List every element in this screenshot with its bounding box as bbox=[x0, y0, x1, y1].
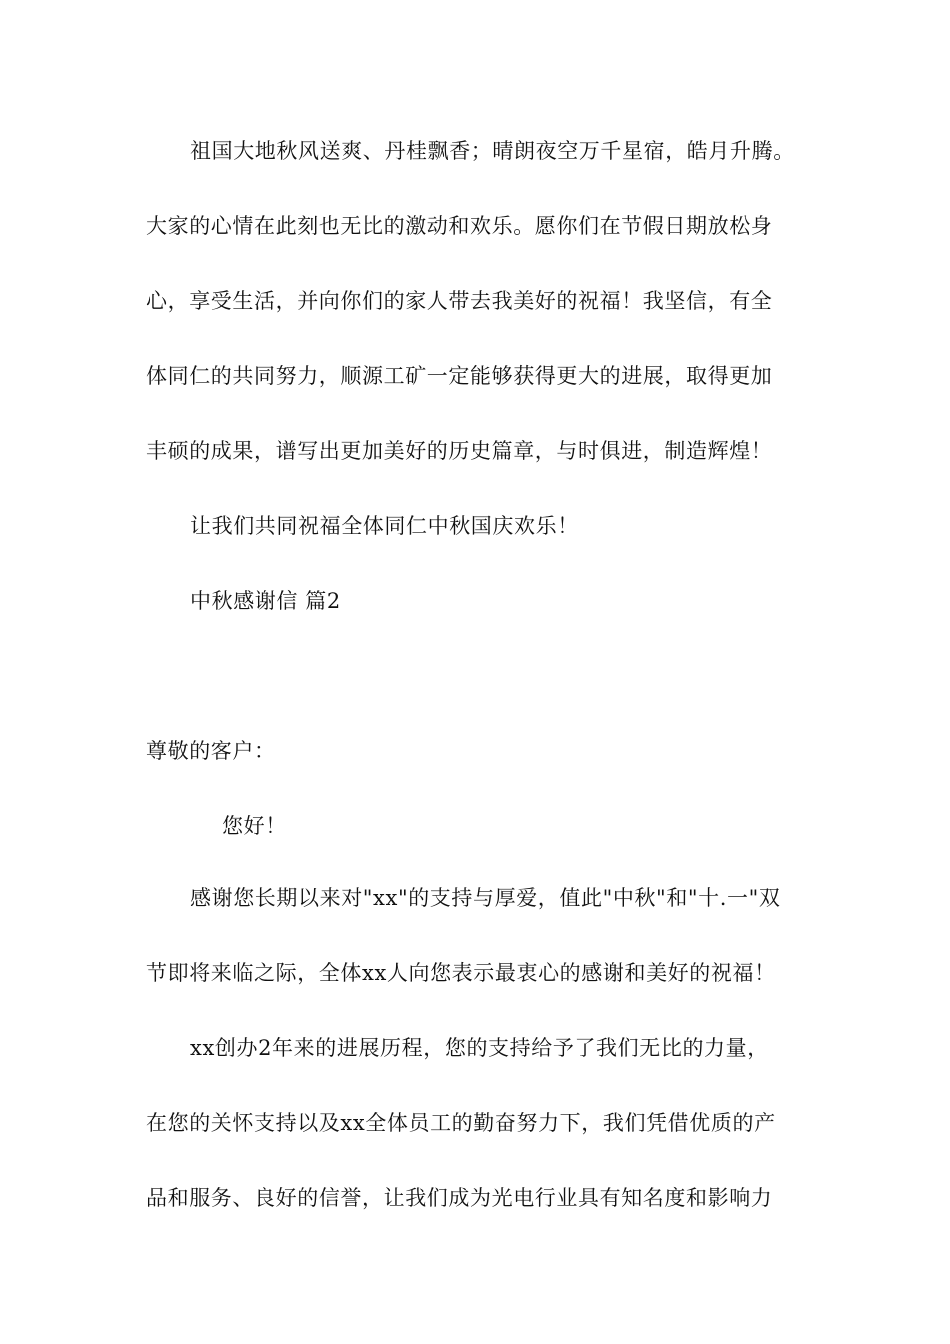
letter-salutation: 尊敬的客户： bbox=[146, 739, 276, 763]
paragraph-line: 心，享受生活，并向你们的家人带去我美好的祝福！我坚信，有全 bbox=[146, 289, 773, 313]
paragraph-line: 体同仁的共同努力，顺源工矿一定能够获得更大的进展，取得更加 bbox=[146, 364, 773, 388]
paragraph-line: xx创办2年来的进展历程，您的支持给予了我们无比的力量， bbox=[190, 1036, 769, 1060]
paragraph-line: 感谢您长期以来对"xx"的支持与厚爱，值此"中秋"和"十.一"双 bbox=[190, 886, 781, 910]
paragraph-line: 祖国大地秋风送爽、丹桂飘香；晴朗夜空万千星宿，皓月升腾。 bbox=[190, 139, 795, 163]
paragraph-line: 丰硕的成果，谱写出更加美好的历史篇章，与时俱进，制造辉煌！ bbox=[146, 439, 773, 463]
paragraph-line: 让我们共同祝福全体同仁中秋国庆欢乐！ bbox=[190, 514, 579, 538]
paragraph-line: 节即将来临之际，全体xx人向您表示最衷心的感谢和美好的祝福！ bbox=[146, 961, 776, 985]
paragraph-line: 品和服务、良好的信誉，让我们成为光电行业具有知名度和影响力 bbox=[146, 1186, 773, 1210]
section-heading: 中秋感谢信 篇2 bbox=[190, 589, 341, 613]
paragraph-line: 在您的关怀支持以及xx全体员工的勤奋努力下，我们凭借优质的产 bbox=[146, 1111, 776, 1135]
letter-greeting: 您好！ bbox=[222, 814, 287, 838]
paragraph-line: 大家的心情在此刻也无比的激动和欢乐。愿你们在节假日期放松身 bbox=[146, 214, 773, 238]
